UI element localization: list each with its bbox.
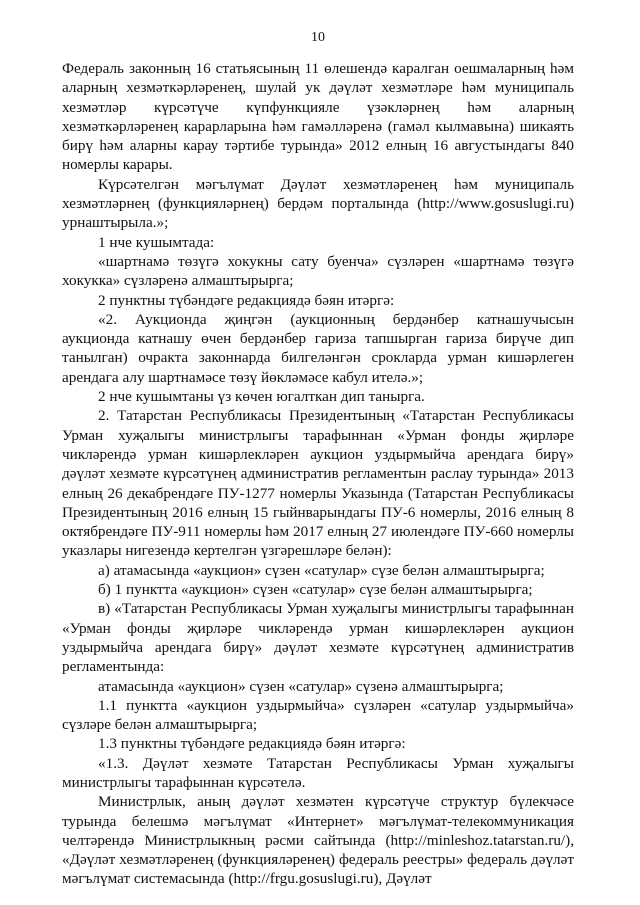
paragraph: Федераль законның 16 статьясының 11 өлешендә каралган оешмаларның һәм аларның хезмәткәрләренең, шулай ук дәүләт хезмәтләре һәм муниципаль хезмәтләр күрсәтүче күпфункцияле үзәкләрнең һәм аларның хезмәткәрләренең карарларына һәм гамәлләренә (гамәл кылмавына) шикаять бирү һәм аларны карау тәртибе турында» 2012 елның 16 августындагы 840 номерлы карары.: [62, 60, 574, 174]
paragraph: 2. Татарстан Республикасы Президентының «Татарстан Республикасы Урман хуҗалыгы министрлыгы тарафыннан «Урман фонды җирләре чикләрендә урман кишәрлекләрен аукцион уздырмыйча арендага бирү» дәүләт хезмәте күрсәтүнең административ регламентын раслау турында» 2013 елның 26 декабрендәге ПУ-1277 номерлы Указында (Татарстан Республикасы Президентының 2016 елның 15 гыйнварындагы ПУ-6 номерлы, 2016 елның 8 октябрендәге ПУ-911 номерлы һәм 2017 елның 27 июлендәге ПУ-660 номерлы указлары нигезендә кертелгән үзгәрешләре белән):: [62, 407, 574, 560]
paragraph: б) 1 пунктта «аукцион» сүзен «сатулар» сүзе белән алмаштырырга;: [98, 581, 533, 599]
paragraph: Күрсәтелгән мәгълүмат Дәүләт хезмәтләренең һәм муниципаль хезмәтләрнең (функцияләрнең) бердәм порталында (http://www.gosuslugi.ru) урнаштырыла.»;: [62, 175, 574, 232]
paragraph: а) атамасында «аукцион» сүзен «сатулар» сүзе белән алмаштырырга;: [98, 561, 545, 579]
paragraph: 2 нче кушымтаны үз көчен югалткан дип танырга.: [98, 388, 425, 406]
paragraph: «1.3. Дәүләт хезмәте Татарстан Республикасы Урман хуҗалыгы министрлыгы тарафыннан күрсәтелә.: [62, 754, 574, 791]
paragraph: атамасында «аукцион» сүзен «сатулар» сүзенә алмаштырырга;: [98, 677, 504, 695]
paragraph: 1 нче кушымтада:: [98, 233, 215, 251]
paragraph: в) «Татарстан Республикасы Урман хуҗалыгы министрлыгы тарафыннан «Урман фонды җирләре чикләрендә урман кишәрлекләрен аукцион уздырмыйча арендага бирү» дәүләт хезмәте күрсәтүнең административ регламентында:: [62, 600, 574, 676]
paragraph: Министрлык, аның дәүләт хезмәтен күрсәтүче структур бүлекчәсе турында белешмә мәгълүмат «Интернет» мәгълүмат-телекоммуникация челтәрендә Министрлыкның рәсми сайтында (http://minleshoz.tatarstan.ru/), «Дәүләт хезмәтләренең (функцияләренең) федераль реестры» федераль дәүләт мәгълүмат системасында (http://frgu.gosuslugi.ru), Дәүләт: [62, 793, 574, 888]
page-number: 10: [311, 30, 325, 45]
paragraph: 2 пунктны түбәндәге редакциядә бәян итәргә:: [98, 291, 395, 309]
document-body: [62, 59, 574, 889]
paragraph: 1.3 пунктны түбәндәге редакциядә бәян итәргә:: [98, 735, 406, 753]
paragraph: «2. Аукционда җиңгән (аукционның бердәнбер катнашучысын аукционда катнашу өчен бердәнбер гариза тапшырган гариза бирүче дип танылган) очракта законнарда билгеләнгән срокларда урман кишәрлеген арендага алу шартнамәсе төзү йөкләмәсе кабул ителә.»;: [62, 310, 574, 386]
paragraph: 1.1 пунктта «аукцион уздырмыйча» сүзләрен «сатулар уздырмыйча» сүзләре белән алмаштырырга;: [62, 696, 574, 734]
paragraph: «шартнамә төзүгә хокукны сату буенча» сүзләрен «шартнамә төзүгә хокукка» сүзләренә алмаштырырга;: [62, 252, 574, 290]
